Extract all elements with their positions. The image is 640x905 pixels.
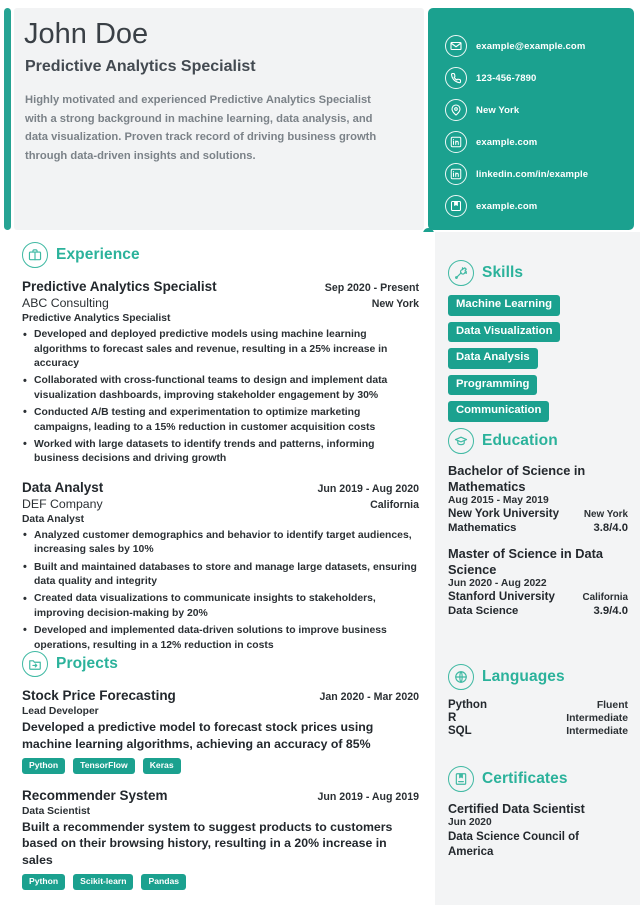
project-tags xyxy=(22,758,419,774)
degree-date: Jun 2020 - Aug 2022 xyxy=(448,578,547,589)
contact-item-location[interactable] xyxy=(445,99,519,121)
job-date: Jun 2019 - Aug 2020 xyxy=(317,482,419,495)
major-name: Mathematics xyxy=(448,522,517,534)
tag-chip[interactable]: TensorFlow xyxy=(73,758,135,774)
main-column xyxy=(0,232,435,905)
phone-icon xyxy=(445,67,467,89)
degree-name: Bachelor of Science in Mathematics xyxy=(448,463,586,494)
contact-item-phone[interactable] xyxy=(445,67,536,89)
tag-chip[interactable]: Python xyxy=(22,758,65,774)
school-name: New York University xyxy=(448,507,560,520)
project-description: Developed a predictive model to forecast stock prices using machine learning algorithms, achieving an accuracy of 85% xyxy=(22,720,374,751)
section-heading xyxy=(448,260,628,286)
bullet-item: • Created data visualizations to communicate insights to stakeholders, improving decision-making by 20% xyxy=(22,592,419,621)
company-name: DEF Company xyxy=(22,496,103,511)
contact-item-portfolio[interactable] xyxy=(445,195,537,217)
job-date: Sep 2020 - Present xyxy=(324,282,419,294)
section-languages xyxy=(448,664,628,738)
contact-value: New York xyxy=(476,104,520,116)
degree-date: Aug 2015 - May 2019 xyxy=(448,495,549,506)
skill-chip[interactable]: Data Analysis xyxy=(448,348,538,369)
job-title: Data Analyst xyxy=(22,479,104,495)
project-entry xyxy=(22,688,419,774)
bullet-item: • Built and maintained databases to store and manage large datasets, ensuring data quality and integrity xyxy=(22,561,419,590)
linkedin-icon xyxy=(445,131,467,153)
section-heading xyxy=(448,428,628,454)
skills-list xyxy=(448,295,628,422)
project-title: Stock Price Forecasting xyxy=(22,688,176,703)
project-role: Lead Developer xyxy=(22,706,99,717)
tag-chip[interactable]: Keras xyxy=(143,758,181,774)
certificate-date: Jun 2020 xyxy=(448,817,492,828)
experience-entry xyxy=(22,480,419,653)
contact-panel xyxy=(428,8,634,230)
bullet-item: • Analyzed customer demographics and behavior to identify target audiences, increasing sales by 10% xyxy=(22,529,419,558)
project-description: Built a recommender system to suggest products to customers based on their browsing history, resulting in a 20% increase in sales xyxy=(22,819,393,867)
tag-chip[interactable]: Scikit-learn xyxy=(73,874,133,890)
sidebar-column xyxy=(435,232,640,905)
language-row xyxy=(448,699,628,711)
project-date: Jan 2020 - Mar 2020 xyxy=(319,691,419,703)
education-entry xyxy=(448,546,628,617)
folder-icon xyxy=(22,651,48,677)
section-heading xyxy=(22,242,419,268)
wrench-icon xyxy=(448,260,474,286)
project-title: Recommender System xyxy=(22,787,168,803)
language-name: Python xyxy=(448,699,487,711)
major-name: Data Science xyxy=(448,605,519,617)
degree-name: Master of Science in Data Science xyxy=(448,546,604,577)
school-row xyxy=(448,590,628,603)
languages-list xyxy=(448,699,628,737)
language-row xyxy=(448,725,628,737)
tag-chip[interactable]: Python xyxy=(22,874,65,890)
project-entry xyxy=(22,788,419,890)
section-education xyxy=(448,428,628,617)
language-level: Intermediate xyxy=(566,713,628,724)
linkedin-icon xyxy=(445,163,467,185)
section-experience xyxy=(22,242,419,656)
resume-header xyxy=(0,0,640,232)
contact-value: example.com xyxy=(476,136,538,148)
summary-text: Highly motivated and experienced Predictive Analytics Specialist with a strong background in machine learning, data analysis, and data visualization. Proven track record of driving business growth through data-driven insights and solutions. xyxy=(25,94,377,162)
job-location: California xyxy=(370,498,419,511)
accent-bar xyxy=(4,8,11,230)
section-heading xyxy=(448,664,628,690)
project-date: Jun 2019 - Aug 2019 xyxy=(317,790,419,803)
project-role: Data Scientist xyxy=(22,805,91,817)
certificate-entry xyxy=(448,802,628,860)
envelope-icon xyxy=(445,35,467,57)
contact-item-website[interactable] xyxy=(445,131,537,153)
section-skills xyxy=(448,260,628,422)
job-location: New York xyxy=(371,298,419,310)
certificate-name: Certified Data Scientist xyxy=(448,802,585,816)
company-name: ABC Consulting xyxy=(22,296,109,310)
section-title: Languages xyxy=(482,668,565,685)
tag-chip[interactable]: Pandas xyxy=(141,874,186,890)
certificate-issuer: Data Science Council of America xyxy=(448,831,580,858)
contact-value: example.com xyxy=(476,200,538,212)
contact-item-linkedin[interactable] xyxy=(445,163,588,185)
location-pin-icon xyxy=(445,99,467,121)
skill-chip[interactable]: Programming xyxy=(448,375,537,396)
language-level: Intermediate xyxy=(566,726,628,737)
job-bullets xyxy=(22,328,419,467)
section-title: Skills xyxy=(482,264,524,281)
contact-value: 123-456-7890 xyxy=(476,72,537,84)
experience-entry xyxy=(22,279,419,467)
project-tags xyxy=(22,874,419,890)
language-level: Fluent xyxy=(596,700,628,711)
skill-chip[interactable]: Data Visualization xyxy=(448,322,560,343)
contact-item-email[interactable] xyxy=(445,35,585,57)
section-heading xyxy=(22,651,419,677)
section-title: Education xyxy=(482,432,558,449)
entry-header xyxy=(22,480,419,495)
job-role: Predictive Analytics Specialist xyxy=(22,313,171,324)
school-location: California xyxy=(582,592,628,603)
entry-header xyxy=(22,688,419,703)
section-heading xyxy=(448,766,628,792)
major-row xyxy=(448,522,628,534)
gpa-value: 3.9/4.0 xyxy=(593,605,628,617)
bullet-item: • Conducted A/B testing and experimentation to optimize marketing campaigns, leading to a 15% reduction in customer acquisition costs xyxy=(22,406,419,435)
bullet-item: • Worked with large datasets to identify trends and patterns, informing business decisions and driving growth xyxy=(22,438,419,467)
entry-subheader xyxy=(22,296,419,310)
major-row xyxy=(448,605,628,617)
graduation-cap-icon xyxy=(448,428,474,454)
skill-chip[interactable]: Communication xyxy=(448,401,549,422)
headline: Predictive Analytics Specialist xyxy=(25,58,256,75)
job-bullets xyxy=(22,529,419,653)
language-name: R xyxy=(448,712,457,724)
school-location: New York xyxy=(583,509,628,520)
bullet-item: • Developed and implemented data-driven solutions to improve business operations, resulting in a 12% reduction in costs xyxy=(22,624,419,653)
entry-header xyxy=(22,788,419,803)
section-certificates xyxy=(448,766,628,860)
globe-icon xyxy=(448,664,474,690)
section-projects xyxy=(22,651,419,890)
book-icon xyxy=(448,766,474,792)
entry-subheader xyxy=(22,497,419,511)
section-title: Certificates xyxy=(482,770,568,787)
language-row xyxy=(448,712,628,724)
entry-header xyxy=(22,279,419,294)
page-title: John Doe xyxy=(24,18,149,50)
section-title: Projects xyxy=(56,655,118,672)
section-title: Experience xyxy=(56,246,140,263)
gpa-value: 3.8/4.0 xyxy=(593,522,628,534)
contact-value: example@example.com xyxy=(476,40,586,52)
language-name: SQL xyxy=(448,725,472,737)
bookmark-icon xyxy=(445,195,467,217)
bullet-item: • Developed and deployed predictive models using machine learning algorithms to forecast sales and revenue, resulting in a 25% increase in accuracy xyxy=(22,328,419,372)
education-entry xyxy=(448,463,628,534)
briefcase-icon xyxy=(22,242,48,268)
school-name: Stanford University xyxy=(448,590,555,603)
contact-value: linkedin.com/in/example xyxy=(476,168,589,180)
job-role: Data Analyst xyxy=(22,513,84,525)
job-title: Predictive Analytics Specialist xyxy=(22,279,217,294)
skill-chip[interactable]: Machine Learning xyxy=(448,295,560,316)
bullet-item: • Collaborated with cross-functional teams to design and implement data visualization dashboards, improving stakeholder engagement by 30% xyxy=(22,374,419,403)
school-row xyxy=(448,507,628,520)
